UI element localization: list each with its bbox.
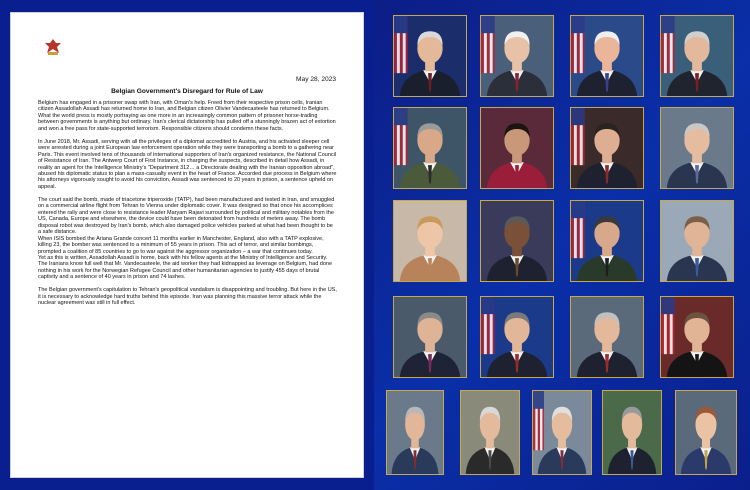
- paragraph-4: The Belgian government's capitulation to Tehran's geopolitical vandalism is disappointing and troubling. But here in the US, it is necessary to acknowledge hard truths behind this episode. Iran was planning this massive terror attack while the nuclear agreement was still in full effect.: [38, 287, 337, 307]
- portrait-14: [480, 296, 554, 378]
- portrait-4: [660, 15, 734, 97]
- paragraph-3: The court said the bomb, made of triacetone triperoxide (TATP), had been manufactured and tested in Iran, and smuggled on a commercial airline flight from Tehran to Vienna under diplomatic cover. It was designed so that once his accomplices entered the rally and were close to resistance leader Maryam Rajavi surrounded by political and military notables from the US, Canada, Europe and elsewhere, the device could have been detonated from hundreds of meters away. The bomb disposal robot was destroyed by Iran's bomb, which also damaged police vehicles parked at what had been thought to be a safe distance. When ISIS bombed the Ariana Grande concert 11 months earlier in Manchester, England, also with a TATP explosive, killing 23, the bomber was sentenced to a minimum of 55 years in prison. This act of terror, and similar bombings, prompted a coalition of 85 countries to go to war against the aggressor organization – a war that continues today. Yet as this is written, Assadollah Assadi is home, back with his fellow agents at the Ministry of Intelligence and Security. The Iranians know full well that Mr. Vandecasteele, the aid worker they had kidnapped as leverage on Belgium, had done nothing in his work for the Norwegian Refugee Council and other humanitarian agencies to justify 455 days of brutal captivity and a sentence of 40 years in prison and 74 lashes.: [38, 196, 335, 281]
- portrait-10: [480, 200, 554, 282]
- paragraph-2: In June 2018, Mr. Assadi, serving with all the privileges of a diplomat accredited to Austria, and his activated sleeper cell were arrested during a joint European law enforcement operation while they were transporting a bomb to a gathering near Paris. This event involved tens of thousands of international supporters of Iran's organized resistance, the National Council of Resistance of Iran. The Antwerp Court of First Instance, in charging the suspects, described in detail how Assadi, in reality an agent for the Intelligence Ministry's "Department 312… a Directorate dealing with the Iranian opposition abroad", abused his diplomatic status to plan a mass-casualty event in the heart of France. Accorded due process in Belgium where his attorneys vigorously sought to avoid his conviction, Assadi was sentenced to 20 years in prison, a sentence upheld on appeal.: [38, 138, 337, 190]
- portrait-7: [570, 107, 644, 189]
- portrait-12: [660, 200, 734, 282]
- paragraph-1: Belgium has engaged in a prisoner swap with Iran, with Oman's help. Freed from their respective prison cells, Iranian citizen Assadollah Assadi has returned home to Iran, and Belgian citizen Olivier Vandecasteele has returned to Belgium. What the world press is mostly portraying as one more in an increasingly common pattern of prisoner horse-trading between governments is anything but ordinary. Iran's clerical dictatorship has pulled off a stunningly brazen act of extortion and won a free pass for state-supported terrorism. Responsible citizens should condemn these facts.: [38, 100, 336, 132]
- portrait-15: [570, 296, 644, 378]
- portrait-6: [480, 107, 554, 189]
- portrait-19: [532, 390, 592, 475]
- portrait-16: [660, 296, 734, 378]
- portrait-8: [660, 107, 734, 189]
- portrait-17: [386, 390, 444, 475]
- portrait-20: [602, 390, 662, 475]
- portrait-9: [393, 200, 467, 282]
- ncri-emblem-icon: [43, 38, 63, 56]
- document-title: Belgian Government's Disregard for Rule of Law: [111, 88, 263, 95]
- portrait-21: [675, 390, 737, 475]
- portrait-11: [570, 200, 644, 282]
- portrait-2: [480, 15, 554, 97]
- portrait-18: [460, 390, 520, 475]
- portrait-1: [393, 15, 467, 97]
- document-body: [38, 100, 337, 313]
- portrait-3: [570, 15, 644, 97]
- document-date: May 28, 2023: [296, 76, 336, 83]
- document-page: [10, 12, 364, 478]
- portrait-5: [393, 107, 467, 189]
- portrait-13: [393, 296, 467, 378]
- portrait-grid: [380, 10, 745, 485]
